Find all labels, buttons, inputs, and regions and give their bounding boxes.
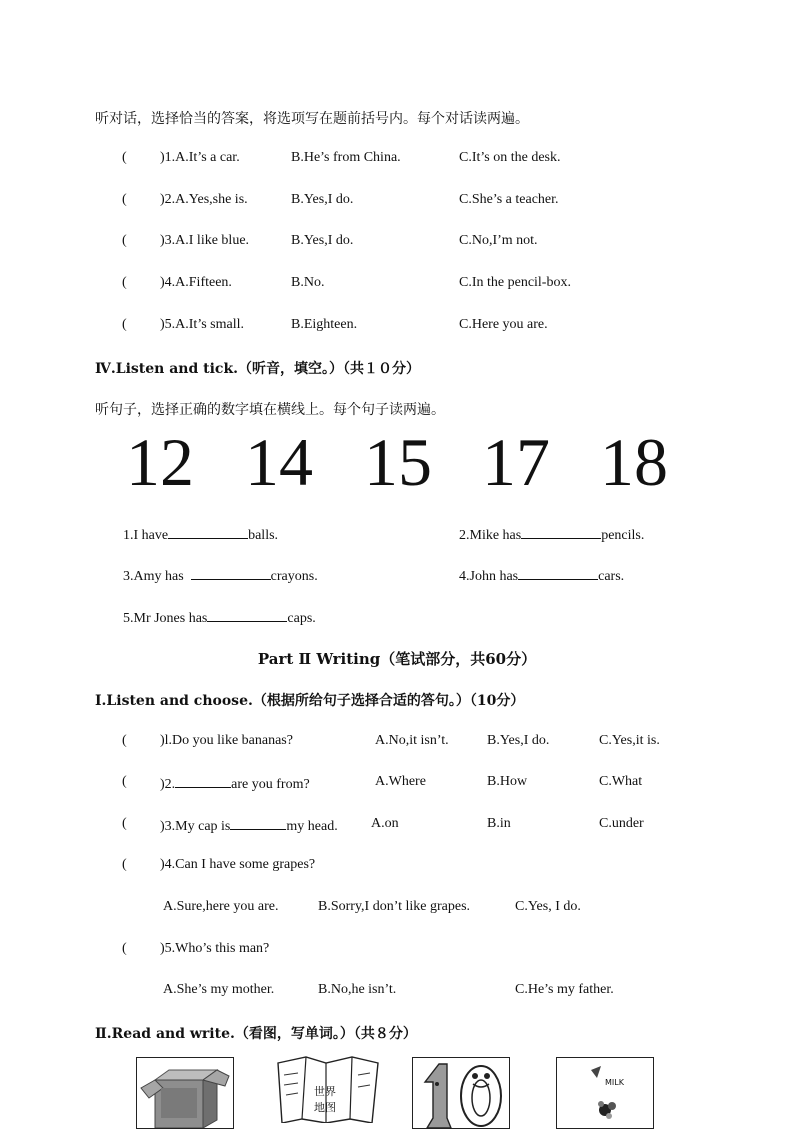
option-b: B.Sorry,I don’t like grapes.	[318, 899, 471, 914]
fill-sentence-5	[123, 608, 316, 627]
sentence-end: balls.	[248, 528, 279, 543]
option-b: B.Yes,I do.	[487, 733, 550, 748]
map-picture	[268, 1055, 386, 1123]
answer-paren[interactable]: (	[122, 816, 127, 831]
section-i-title: Ⅰ.Listen and choose.（根据所给句子选择合适的答句。）（10分）	[95, 693, 525, 709]
answer-paren[interactable]: (	[122, 774, 127, 789]
milk-label: MILK	[605, 1078, 624, 1087]
question-stem: )4.Can I have some grapes?	[160, 857, 316, 872]
sentence-start: 5.Mr Jones has	[123, 611, 208, 626]
number-choice: 14	[245, 424, 313, 500]
answer-paren[interactable]: (	[122, 150, 127, 165]
answer-paren[interactable]: (	[122, 317, 127, 332]
option-b: B.Eighteen.	[291, 317, 358, 332]
sentence-start: 4.John has	[459, 569, 519, 584]
option-a: )1.A.It’s a car.	[160, 150, 240, 165]
answer-blank[interactable]	[168, 525, 248, 539]
box-picture	[136, 1057, 234, 1129]
answer-blank[interactable]	[207, 608, 287, 622]
fill-sentence-4	[459, 566, 624, 585]
option-a: A.No,it isn’t.	[375, 733, 449, 748]
option-c: C.Yes, I do.	[515, 899, 581, 914]
number-choices	[120, 424, 700, 500]
option-c: C.under	[599, 816, 644, 831]
milk-carton-icon	[557, 1058, 653, 1128]
sentence-end: cars.	[598, 569, 625, 584]
section-ii-title: Ⅱ.Read and write.（看图，写单词。）（共８分）	[95, 1026, 417, 1042]
option-c: C.No,I’m not.	[459, 233, 538, 248]
answer-blank[interactable]	[175, 774, 231, 788]
number-choice: 17	[482, 424, 550, 500]
answer-blank[interactable]	[230, 816, 286, 830]
question-stem: )l.Do you like bananas?	[160, 733, 293, 748]
sentence-end: caps.	[287, 611, 316, 626]
sentence-end: pencils.	[601, 528, 645, 543]
option-a: )3.A.I like blue.	[160, 233, 250, 248]
part-2-title: Part Ⅱ Writing（笔试部分，共60分）	[257, 650, 537, 668]
number-ten-icon	[413, 1058, 509, 1128]
option-b: B.No,he isn’t.	[318, 982, 397, 997]
option-c: C.She’s a teacher.	[459, 192, 559, 207]
question-stem: )5.Who’s this man?	[160, 941, 270, 956]
answer-blank[interactable]	[521, 525, 601, 539]
option-a: )5.A.It’s small.	[160, 317, 244, 332]
fill-sentence-2	[459, 525, 644, 544]
answer-paren[interactable]: (	[122, 233, 127, 248]
option-b: B.No.	[291, 275, 325, 290]
listening-instruction: 听对话，选择恰当的答案，将选项写在题前括号内。每个对话读两遍。	[95, 111, 529, 127]
map-label-line-2: 地图	[314, 1101, 336, 1114]
milk-picture	[556, 1057, 654, 1129]
sentence-start: 2.Mike has	[459, 528, 522, 543]
option-a: A.Sure,here you are.	[163, 899, 279, 914]
option-b: B.Yes,I do.	[291, 233, 354, 248]
map-label-line-1: 世界	[314, 1085, 336, 1098]
number-ten-picture	[412, 1057, 510, 1129]
option-a: A.on	[371, 816, 399, 831]
number-choice: 15	[364, 424, 432, 500]
stem-start: )3.My cap is	[160, 819, 231, 834]
section-4-title: Ⅳ.Listen and tick.（听音，填空。）（共１０分）	[95, 361, 421, 377]
answer-paren[interactable]: (	[122, 275, 127, 290]
answer-blank[interactable]	[191, 566, 271, 580]
option-a: )4.A.Fifteen.	[160, 275, 232, 290]
stem-end: are you from?	[231, 777, 310, 792]
option-c: C.It’s on the desk.	[459, 150, 561, 165]
option-b: B.How	[487, 774, 528, 789]
stem-start: )2.	[160, 777, 176, 792]
answer-paren[interactable]: (	[122, 857, 127, 872]
option-a: A.Where	[375, 774, 426, 789]
question-stem	[160, 774, 310, 793]
option-b: B.in	[487, 816, 511, 831]
box-icon	[137, 1058, 233, 1128]
option-b: B.Yes,I do.	[291, 192, 354, 207]
option-c: C.Here you are.	[459, 317, 548, 332]
sentence-end: crayons.	[270, 569, 318, 584]
option-c: C.He’s my father.	[515, 982, 614, 997]
question-stem	[160, 816, 338, 835]
number-choice: 12	[126, 424, 194, 500]
sentence-start: 1.I have	[123, 528, 169, 543]
option-b: B.He’s from China.	[291, 150, 401, 165]
answer-blank[interactable]	[518, 566, 598, 580]
answer-paren[interactable]: (	[122, 733, 127, 748]
section-4-instruction: 听句子，选择正确的数字填在横线上。每个句子读两遍。	[95, 402, 445, 418]
option-a: )2.A.Yes,she is.	[160, 192, 248, 207]
option-c: C.What	[599, 774, 643, 789]
sentence-start: 3.Amy has	[123, 569, 184, 584]
fill-sentence-1	[123, 525, 278, 544]
option-a: A.She’s my mother.	[163, 982, 275, 997]
answer-paren[interactable]: (	[122, 192, 127, 207]
answer-paren[interactable]: (	[122, 941, 127, 956]
stem-end: my head.	[286, 819, 338, 834]
option-c: C.In the pencil-box.	[459, 275, 571, 290]
option-c: C.Yes,it is.	[599, 733, 660, 748]
fill-sentence-3	[123, 566, 318, 585]
number-choice: 18	[600, 424, 668, 500]
